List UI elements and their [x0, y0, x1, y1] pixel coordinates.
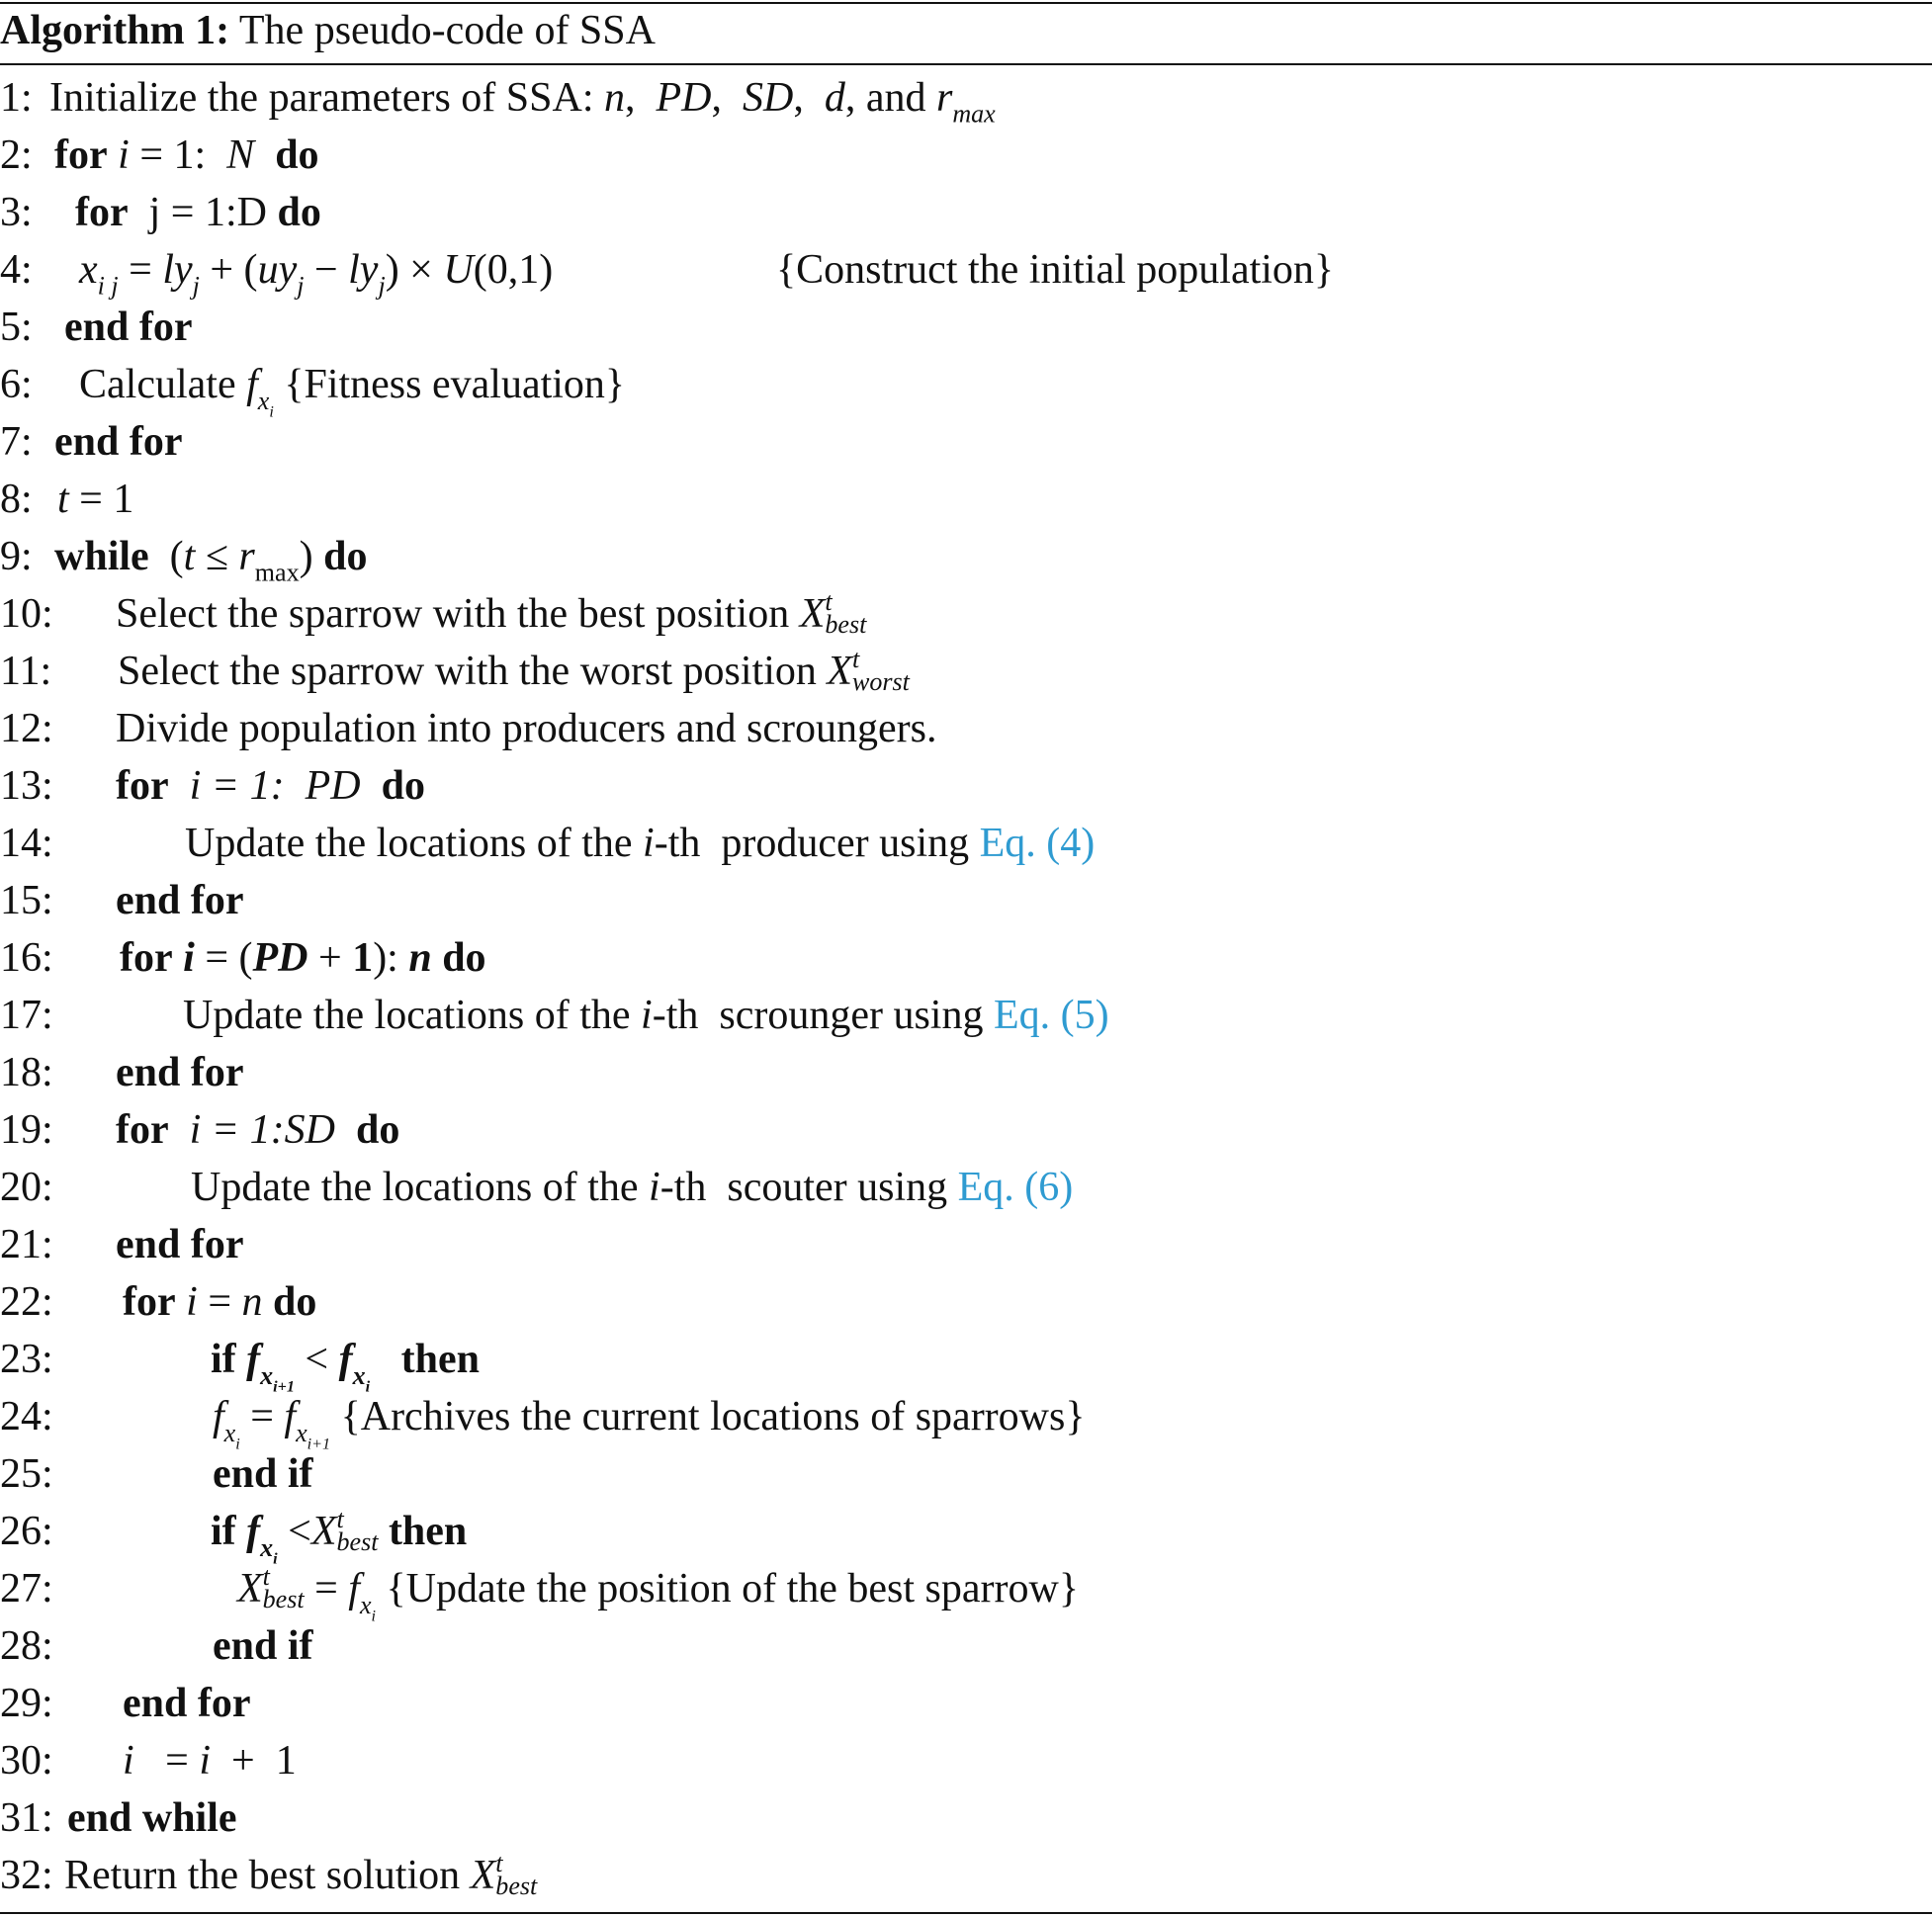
line-text: for i = (PD + 1): n do: [120, 935, 486, 981]
bottom-rule: [0, 1912, 1932, 1914]
line-text: if $f_{x_i} <X$ t best then: [211, 1504, 468, 1567]
line-number: 3:: [0, 190, 33, 235]
line-keyword: end if: [213, 1623, 313, 1669]
line-text: for i = 1:SD do: [116, 1107, 400, 1153]
line-number: 8:: [0, 477, 33, 522]
line-text: for i = 1: PD do: [116, 763, 425, 809]
algorithm-title: The pseudo-code of SSA: [238, 8, 656, 53]
line-text: Select the sparrow with the best position X t best: [116, 586, 867, 640]
equation-link-4[interactable]: Eq. (4): [979, 821, 1096, 866]
line-text: Initialize the parameters of SSA: n, PD, SD, d, and $r_{max}$: [49, 75, 996, 129]
line-keyword: end for: [116, 1050, 244, 1095]
line-number: 15:: [0, 878, 53, 923]
line-number: 28:: [0, 1623, 53, 1669]
line-number: 31:: [0, 1795, 53, 1841]
header-rule: [0, 63, 1932, 65]
line-keyword: end for: [116, 878, 244, 923]
line-keyword: end for: [116, 1222, 244, 1267]
line-number: 22:: [0, 1279, 53, 1325]
algorithm-label: Algorithm 1:: [0, 8, 230, 53]
line-text: Calculate $f_{x_i}$ {Fitness evaluation}: [79, 362, 626, 420]
line-text: Return the best solution X t best: [64, 1848, 538, 1901]
line-number: 14:: [0, 821, 53, 866]
equation-link-5[interactable]: Eq. (5): [993, 993, 1109, 1038]
line-text: $x_{i j} = ly_j + (uy_j - ly_j) \times U(0,1)$: [79, 247, 554, 301]
line-number: 12:: [0, 706, 53, 751]
line-text: Update the locations of the i-th scrounger using Eq. (5): [183, 993, 1109, 1038]
line-number: 10:: [0, 591, 53, 637]
line-text: X t best = $f_{x_i}$ {Update the position of the best sparrow}: [237, 1561, 1080, 1624]
line-number: 27:: [0, 1566, 53, 1612]
line-number: 9:: [0, 534, 33, 579]
line-number: 26:: [0, 1509, 53, 1554]
line-number: 30:: [0, 1738, 53, 1784]
line-number: 16:: [0, 935, 53, 981]
line-keyword: end for: [64, 305, 193, 350]
line-number: 18:: [0, 1050, 53, 1095]
line-text: t = 1: [57, 477, 134, 522]
line-number: 32:: [0, 1853, 53, 1898]
line-number: 11:: [0, 649, 52, 694]
line-text: for j = 1:D do: [75, 190, 321, 235]
line-text: $f_{x_i} = f_{x_{i+1}}$ {Archives the current locations of sparrows}: [213, 1394, 1086, 1452]
line-number: 25:: [0, 1451, 53, 1497]
line-keyword: end for: [123, 1681, 251, 1726]
line-number: 7:: [0, 419, 33, 465]
line-text: Update the locations of the i-th producer using Eq. (4): [185, 821, 1096, 866]
line-text: i = i + 1: [123, 1738, 297, 1784]
line-text: for i = 1: N do: [54, 132, 319, 178]
line-text: Select the sparrow with the worst position X t worst: [118, 644, 910, 697]
line-number: 13:: [0, 763, 53, 809]
line-number: 4:: [0, 247, 33, 293]
line-number: 2:: [0, 132, 33, 178]
line-number: 1:: [0, 75, 33, 121]
line-comment: {Construct the initial population}: [776, 247, 1335, 293]
line-number: 5:: [0, 305, 33, 350]
line-text: for i = n do: [123, 1279, 317, 1325]
line-keyword: end for: [54, 419, 183, 465]
line-text: if $f_{x_{i+1}} < f_{x_i}$ then: [211, 1337, 480, 1395]
algorithm-caption: [0, 2, 656, 63]
line-text: Update the locations of the i-th scouter using Eq. (6): [191, 1165, 1074, 1210]
line-number: 21:: [0, 1222, 53, 1267]
line-keyword: end if: [213, 1451, 313, 1497]
line-number: 23:: [0, 1337, 53, 1382]
line-number: 17:: [0, 993, 53, 1038]
line-keyword: end while: [67, 1795, 237, 1841]
line-number: 29:: [0, 1681, 53, 1726]
line-number: 20:: [0, 1165, 53, 1210]
line-text: Divide population into producers and scroungers.: [116, 706, 937, 751]
equation-link-6[interactable]: Eq. (6): [957, 1165, 1074, 1210]
line-number: 6:: [0, 362, 33, 407]
line-number: 24:: [0, 1394, 53, 1439]
line-text: while $(t \le r_{max})$ do: [54, 534, 368, 587]
line-number: 19:: [0, 1107, 53, 1153]
